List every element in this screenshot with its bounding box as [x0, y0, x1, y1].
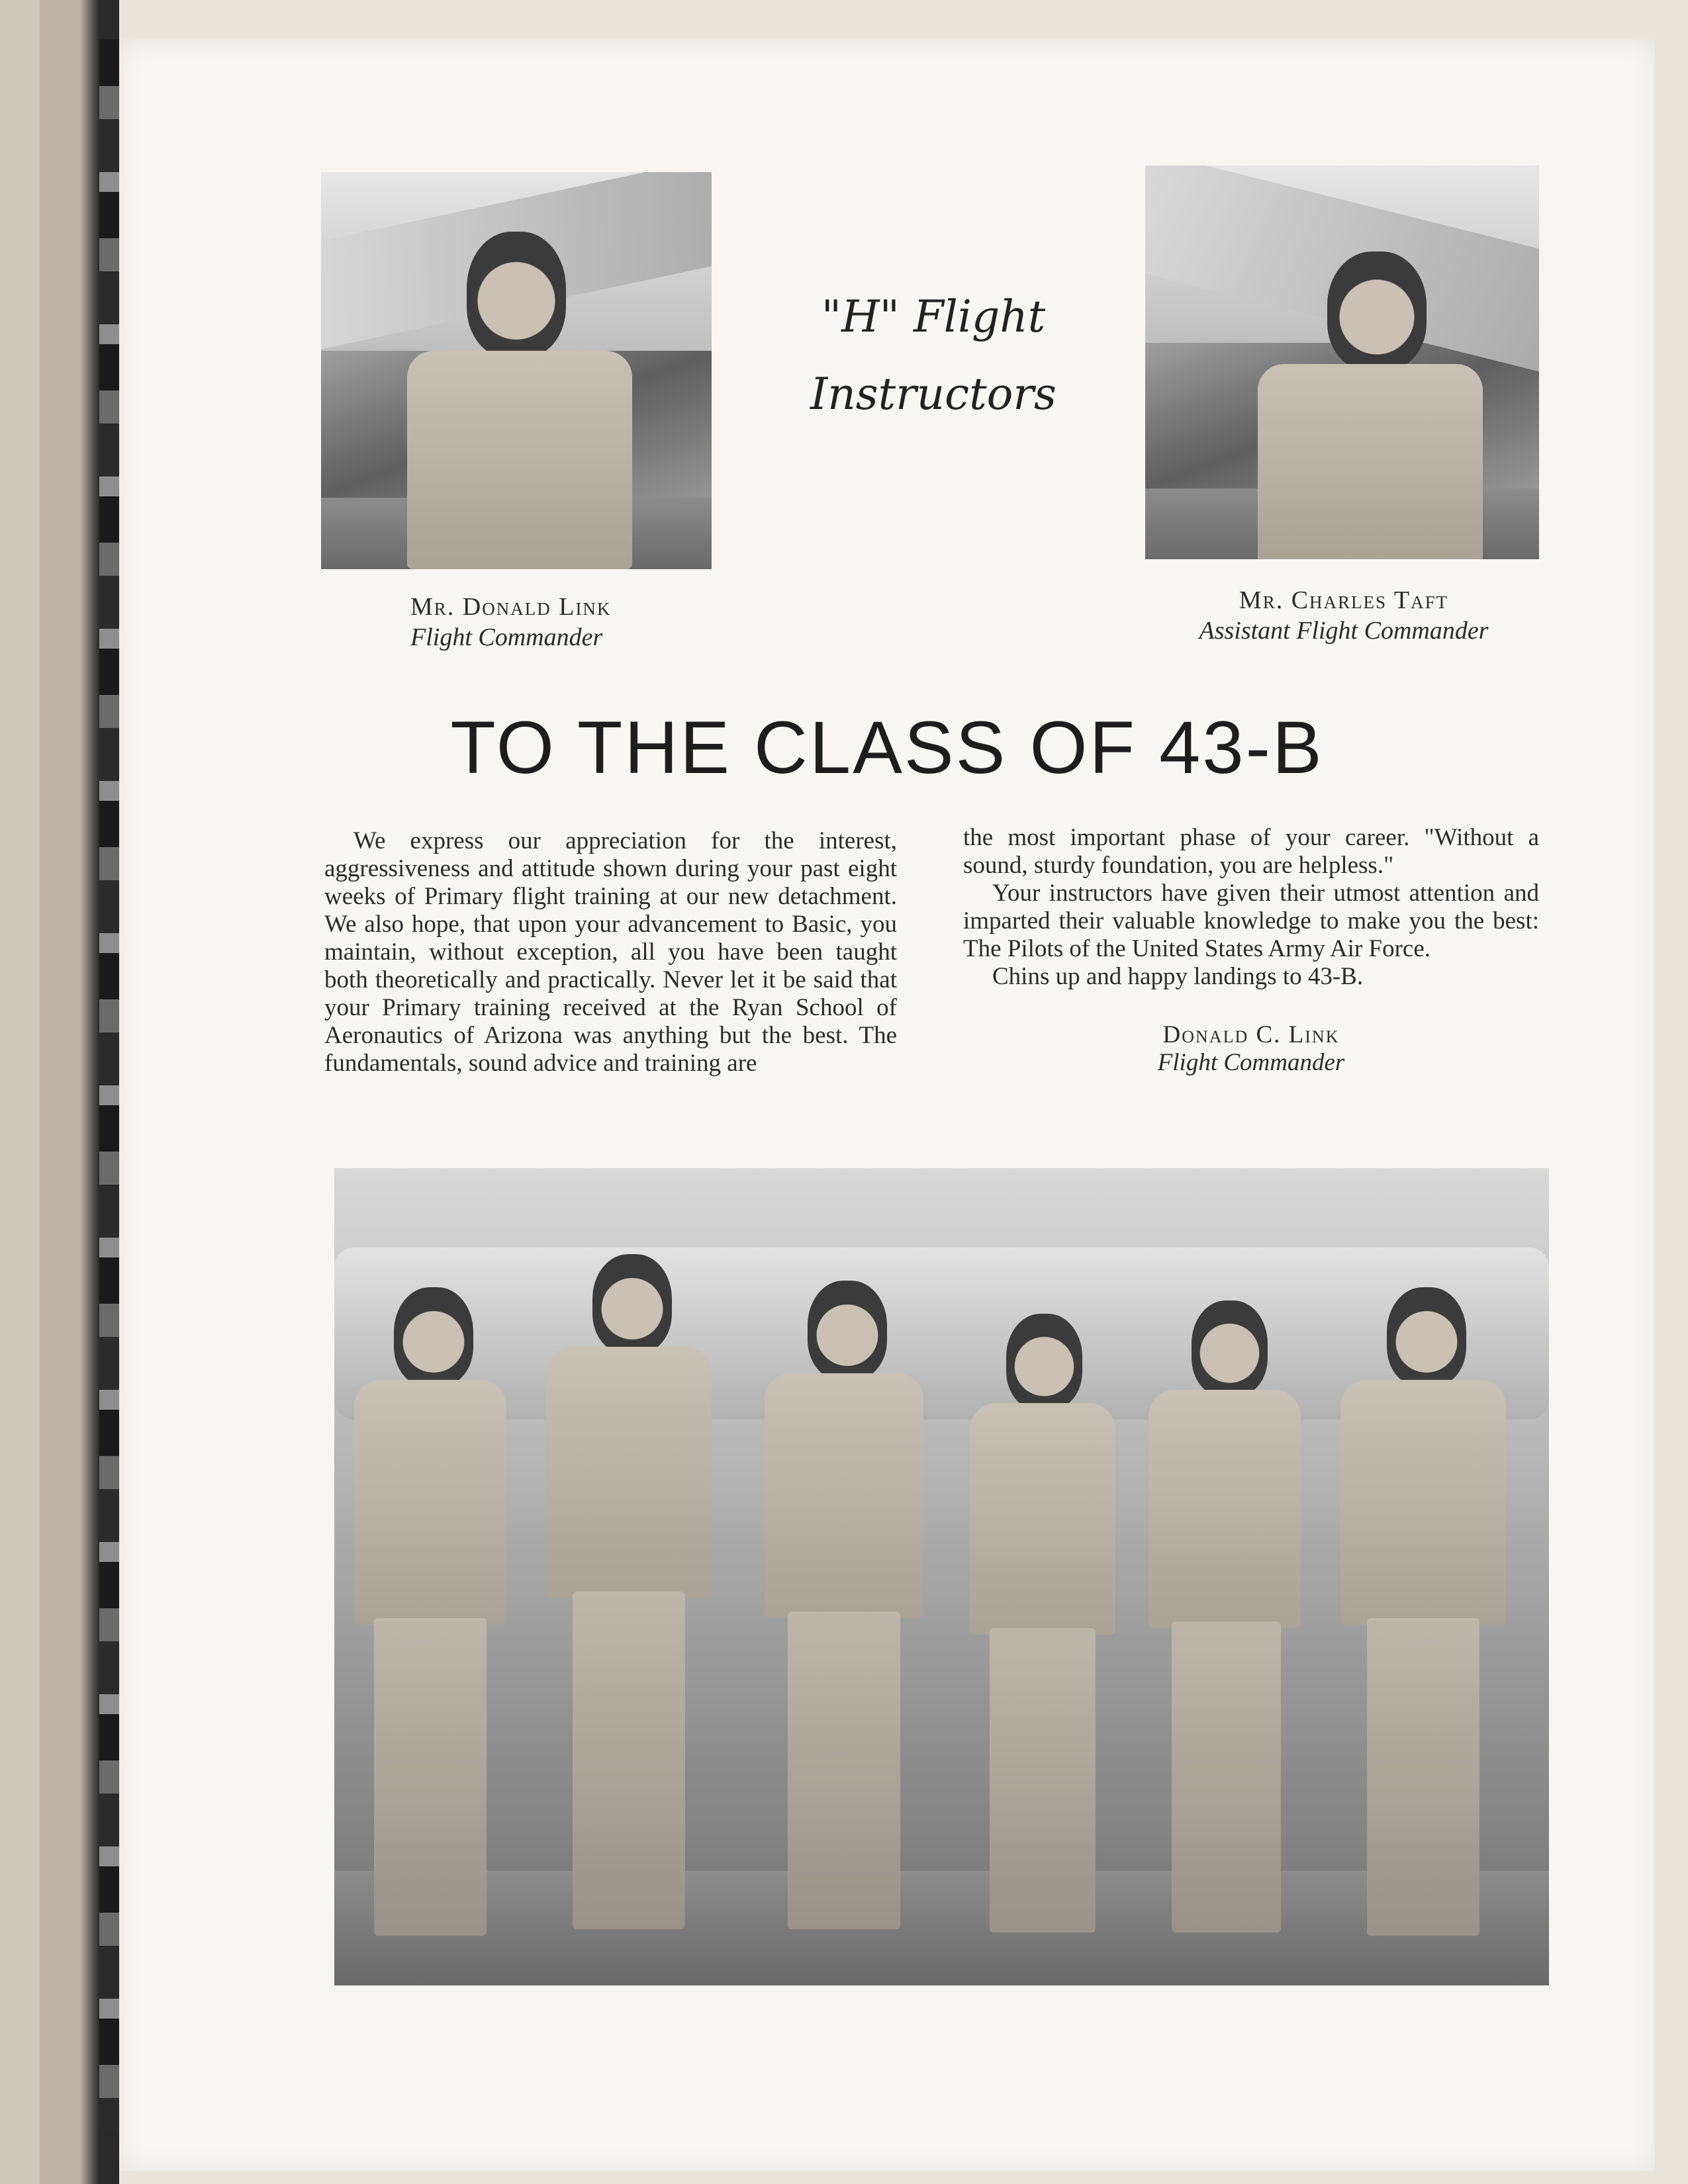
section-heading: TO THE CLASS OF 43-B: [450, 706, 1324, 789]
yearbook-page: [119, 40, 1655, 2171]
letter-paragraph: We express our appreciation for the interest, aggressiveness and attitude shown during your past eight weeks of Primary flight training at our new detachment. We also hope, that upon your advancement to Basic, you maintain, without exception, all you have been taught both theoretically and practically. Never let it be said that your Primary training received at the Ryan School of Aeronautics of Arizona was anything but the best. The fundamentals, sound advice and training are: [324, 827, 897, 1077]
title-line-2: Instructors: [810, 369, 1056, 420]
letter-column-right: [963, 824, 1539, 1077]
instructor-role: Assistant Flight Commander: [1199, 616, 1489, 645]
page-title: [735, 291, 1132, 420]
letter-paragraph: Chins up and happy landings to 43-B.: [992, 963, 1364, 990]
portrait-photo-charles-taft: [1145, 165, 1539, 559]
caption-right: [1132, 586, 1556, 646]
letter-column-left: [324, 827, 897, 1077]
signature-name: Donald C. Link: [1162, 1021, 1340, 1048]
signature-role: Flight Commander: [1157, 1049, 1345, 1076]
letter-paragraph: Your instructors have given their utmost attention and imparted their valuable knowledge to make you the best: The Pilots of the United States Army Air Force.: [963, 880, 1539, 962]
letter-paragraph: the most important phase of your career. "Without a sound, sturdy foundation, you are helpless.": [963, 824, 1539, 879]
portrait-photo-donald-link: [321, 172, 712, 569]
instructor-name: Mr. Donald Link: [410, 593, 612, 621]
group-photo-flight-instructors: [334, 1168, 1549, 1985]
instructor-name: Mr. Charles Taft: [1239, 586, 1449, 614]
adjacent-page-edge: [99, 40, 119, 2131]
letter-signature: [963, 1021, 1539, 1077]
title-line-1: "H" Flight: [821, 291, 1046, 342]
caption-left: [410, 592, 662, 653]
instructor-role: Flight Commander: [410, 623, 603, 651]
